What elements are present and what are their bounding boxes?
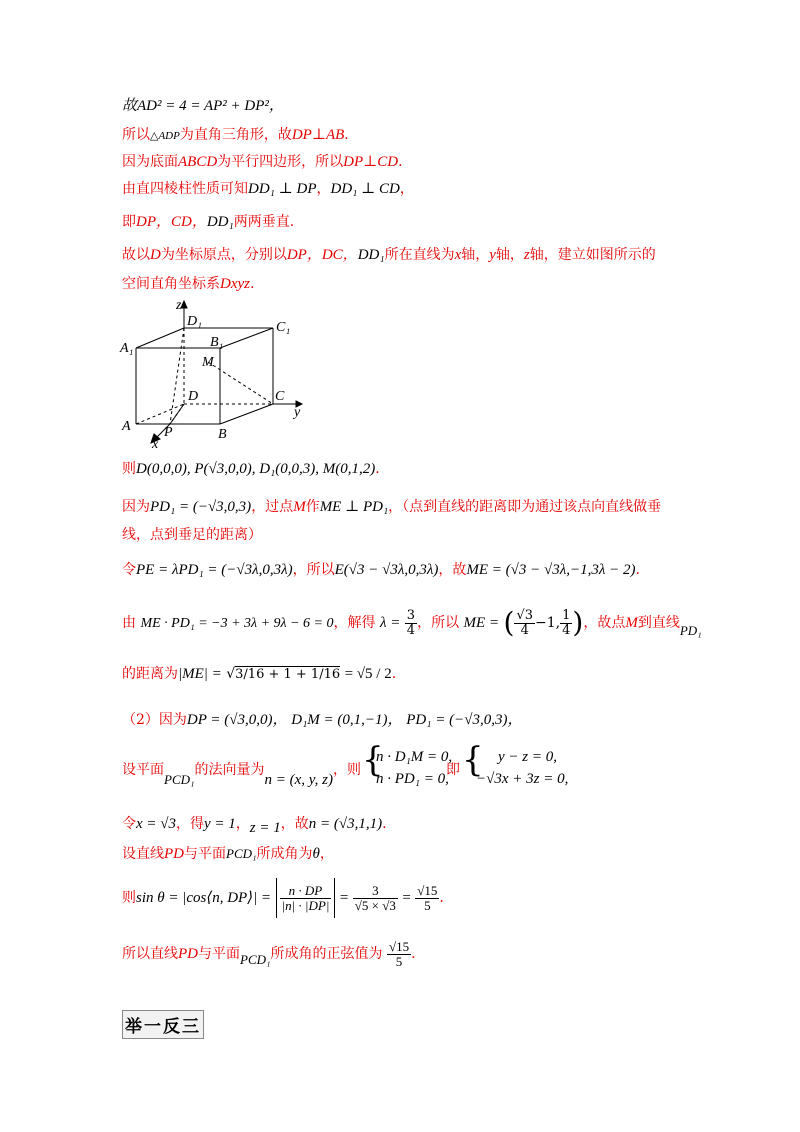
system-1 — [376, 746, 452, 790]
math: x = √3 — [136, 816, 177, 832]
math: PCD₁ — [240, 952, 271, 967]
line-18: 则sin θ = |cos⟨n, DP⟩| = $\frac{n \cdot DP}{|n| \cdot |DP|}$ = $\frac{3}{√5 \times √3}$ = $\frac{√15}{5}$ . — [122, 878, 444, 918]
text: ，故 — [280, 816, 309, 832]
fraction-lambda — [405, 609, 417, 638]
line-3: 因为底面ABCD为平行四边形，所以DP⊥CD. — [122, 154, 403, 170]
sqrt-content: 3/16 + 1 + 1/16 — [235, 667, 341, 682]
text: 即 — [446, 762, 460, 778]
math: D — [150, 247, 161, 263]
text: 因为底面 — [122, 154, 178, 170]
text: 设平面 — [122, 762, 164, 778]
edge — [136, 328, 184, 348]
edge — [220, 404, 273, 424]
brace-2: { — [462, 740, 484, 780]
num: 1 — [562, 607, 571, 623]
math: PE = λPD₁ = (−√3λ,0,3λ) — [136, 562, 293, 578]
text: 与平面 — [198, 946, 240, 962]
math: λ = — [379, 615, 401, 631]
label-z: z — [176, 298, 182, 313]
num: √15 — [388, 938, 410, 954]
math: DP，DC， — [286, 247, 358, 263]
text: 空间直角坐标系 — [122, 276, 220, 292]
edge-hidden — [208, 362, 273, 404]
line-4: 由直四棱柱性质可知DD₁ ⊥ DP，DD₁ ⊥ CD， — [122, 181, 414, 197]
math: y — [489, 247, 496, 263]
arrow — [181, 301, 187, 308]
math: PD — [178, 946, 198, 962]
label-y: y — [294, 405, 301, 420]
edge-hidden — [170, 328, 184, 424]
text: 由 — [122, 615, 136, 631]
frac — [514, 609, 535, 638]
text: 则 — [122, 461, 136, 477]
label-x: x — [152, 437, 159, 448]
num: √15 — [417, 882, 438, 898]
line-1 — [122, 96, 284, 116]
text: 即 — [122, 214, 136, 230]
label-d: D — [188, 389, 199, 404]
text: 的距离为 — [122, 666, 178, 682]
text: 为坐标原点，分别以 — [160, 247, 287, 263]
text: 故以 — [122, 247, 150, 263]
math: ME = (√3 − √3λ,−1,3λ − 2) — [466, 562, 636, 578]
math: DP，CD， — [136, 214, 207, 230]
frac — [560, 609, 572, 638]
text: 由直四棱柱性质可知 — [122, 181, 248, 197]
math: E(√3 − √3λ,0,3λ) — [334, 562, 439, 578]
math: DP⊥AB — [291, 127, 345, 143]
math: z = 1 — [249, 820, 281, 836]
paren: ( — [503, 606, 515, 639]
math: θ — [312, 846, 320, 862]
text: 与平面 — [184, 846, 226, 862]
math: n = (√3,1,1) — [308, 816, 383, 832]
line-16: 令x = √3，得y = 1，z = 1，故n = (√3,1,1). — [122, 816, 387, 836]
line-8: 则D(0,0,0), P(√3,0,0), D₁(0,0,3), M(0,1,2). — [122, 461, 380, 477]
triangle-adp: △ADP — [150, 130, 180, 142]
text: 所在直线为 — [384, 247, 455, 263]
label-b1: B₁ — [210, 335, 224, 350]
math: DD₁ — [357, 247, 385, 263]
text: 轴， — [461, 247, 490, 263]
math: PCD₁ — [226, 846, 257, 861]
text: 所成角的正弦值为 — [270, 946, 383, 962]
line-10 — [122, 525, 262, 545]
math: n = (x, y, z) — [264, 772, 333, 788]
frac — [387, 940, 411, 969]
text: 令 — [122, 816, 136, 832]
line-11: 令PE = λPD₁ = (−√3λ,0,3λ)，所以E(√3 − √3λ,0,3λ)，故ME = (√3 − √3λ,−1,3λ − 2). — [122, 562, 640, 578]
text: ，解得 — [333, 615, 376, 631]
text: ，所以 — [292, 562, 335, 578]
text: 的法向量为 — [194, 762, 265, 778]
math: x — [454, 247, 462, 263]
text: 两两垂直. — [233, 214, 295, 230]
eq: y − z = 0, — [498, 749, 557, 765]
math: y = 1 — [204, 816, 236, 832]
math: D(0,0,0), P(√3,0,0), D₁(0,0,3), M(0,1,2) — [136, 461, 376, 477]
line-15 — [122, 760, 361, 788]
section-heading: 举一反三 — [122, 1010, 204, 1039]
label-c1: C₁ — [276, 320, 291, 335]
line-17: 设直线PD与平面PCD₁所成角为θ， — [122, 846, 334, 862]
label-b: B — [218, 427, 227, 442]
text: 所成角为 — [256, 846, 313, 862]
text: 线，点到垂足的距离） — [122, 527, 262, 543]
den: 4 — [562, 622, 571, 638]
text: 为平行四边形，所以 — [217, 154, 344, 170]
math: sin θ = |cos⟨n, DP⟩| = — [136, 890, 272, 906]
text: ，（点到直线的距离即为通过该点向直线做垂 — [388, 499, 662, 515]
text: 轴， — [495, 247, 524, 263]
text: 设直线 — [122, 846, 164, 862]
line-12 — [122, 605, 702, 645]
abs-value — [276, 878, 336, 918]
line-13: 的距离为|ME| = √3/16 + 1 + 1/16 = √5 / 2. — [122, 666, 397, 682]
math: = — [339, 890, 349, 906]
text: 到直线 — [637, 615, 680, 631]
line-5 — [122, 212, 294, 232]
math: DP⊥CD — [343, 154, 399, 170]
den: 5 — [395, 953, 403, 969]
math: M — [293, 499, 306, 515]
math: = √5 / 2 — [344, 666, 392, 682]
line-15-ji — [446, 760, 460, 780]
edge — [220, 328, 273, 348]
line-2: 所以△ADP为直角三角形，故DP⊥AB. — [122, 127, 349, 143]
num: n · DP — [280, 884, 332, 899]
text: 作 — [305, 499, 320, 515]
label-p: P — [164, 425, 173, 440]
text: ，故点 — [583, 615, 626, 631]
text: ，所以 — [417, 615, 460, 631]
text: ，过点 — [251, 499, 294, 515]
math: = — [402, 890, 411, 906]
paren: ) — [572, 606, 584, 639]
math: ME · PD₁ = −3 + 3λ + 9λ − 6 = 0 — [140, 616, 334, 631]
text: 则 — [122, 890, 136, 906]
den: √5 × √3 — [354, 897, 396, 913]
label-a1: A₁ — [120, 341, 134, 356]
math: DD₁ ⊥ CD — [330, 181, 400, 197]
text: ，故 — [438, 562, 467, 578]
math: PD₁ — [679, 623, 702, 638]
line-9 — [122, 497, 661, 517]
line-7: 空间直角坐标系Dxyz. — [122, 276, 255, 292]
text: 轴，建立如图所示的 — [529, 247, 656, 263]
label-a: A — [122, 419, 131, 434]
math: Dxyz — [220, 276, 250, 292]
math: ABCD — [178, 154, 218, 170]
prism-figure — [118, 296, 308, 448]
frac — [353, 884, 398, 913]
label-c: C — [275, 389, 285, 404]
text: ，得 — [176, 816, 205, 832]
text: （2）因为 — [122, 712, 187, 728]
frac — [280, 884, 332, 913]
text: 所以直线 — [122, 946, 178, 962]
math: M — [625, 615, 638, 631]
den: 5 — [424, 897, 431, 913]
line-6 — [122, 245, 656, 265]
text: 令 — [122, 562, 136, 578]
num: 3 — [353, 884, 398, 899]
math: PD — [164, 846, 184, 862]
line-19: 所以直线PD与平面PCD₁所成角的正弦值为 $\frac{√15}{5}$ . — [122, 938, 416, 969]
system-2 — [476, 746, 568, 790]
math: PD₁ = (−√3,0,3) — [150, 499, 252, 515]
math: |ME| = — [178, 666, 222, 682]
math: DD₁ ⊥ DP — [248, 181, 317, 197]
text: 为直角三角形，故 — [179, 127, 292, 143]
text: ，则 — [332, 762, 361, 778]
brace-1: { — [362, 740, 384, 780]
eq-ad-squared: 故AD² = 4 = AP² + DP²， — [122, 98, 284, 114]
num: √3 — [516, 607, 534, 623]
text: 因为 — [122, 499, 150, 515]
math: −1, — [535, 615, 561, 631]
math: PCD₁ — [164, 772, 195, 787]
math: ME = — [463, 615, 500, 631]
math: ME ⊥ PD₁ — [319, 499, 389, 515]
eq: n · PD₁ = 0, — [376, 771, 449, 787]
den: 4 — [520, 622, 529, 638]
num: 3 — [406, 607, 416, 623]
den: 4 — [406, 622, 416, 638]
eq: −√3x + 3z = 0, — [476, 771, 569, 787]
sqrt-sign: √ — [226, 666, 236, 682]
eq: n · D₁M = 0, — [376, 749, 453, 765]
text: 所以 — [122, 127, 150, 143]
line-14 — [122, 710, 522, 730]
label-m: M — [202, 355, 214, 370]
label-d1: D₁ — [187, 314, 202, 329]
math: DD₁ — [206, 214, 234, 230]
math: DP = (√3,0,0)， D₁M = (0,1,−1)， PD₁ = (−√3,0,3)， — [186, 712, 523, 728]
den: |n| · |DP| — [281, 897, 330, 913]
math: z — [523, 247, 530, 263]
frac — [415, 884, 439, 913]
